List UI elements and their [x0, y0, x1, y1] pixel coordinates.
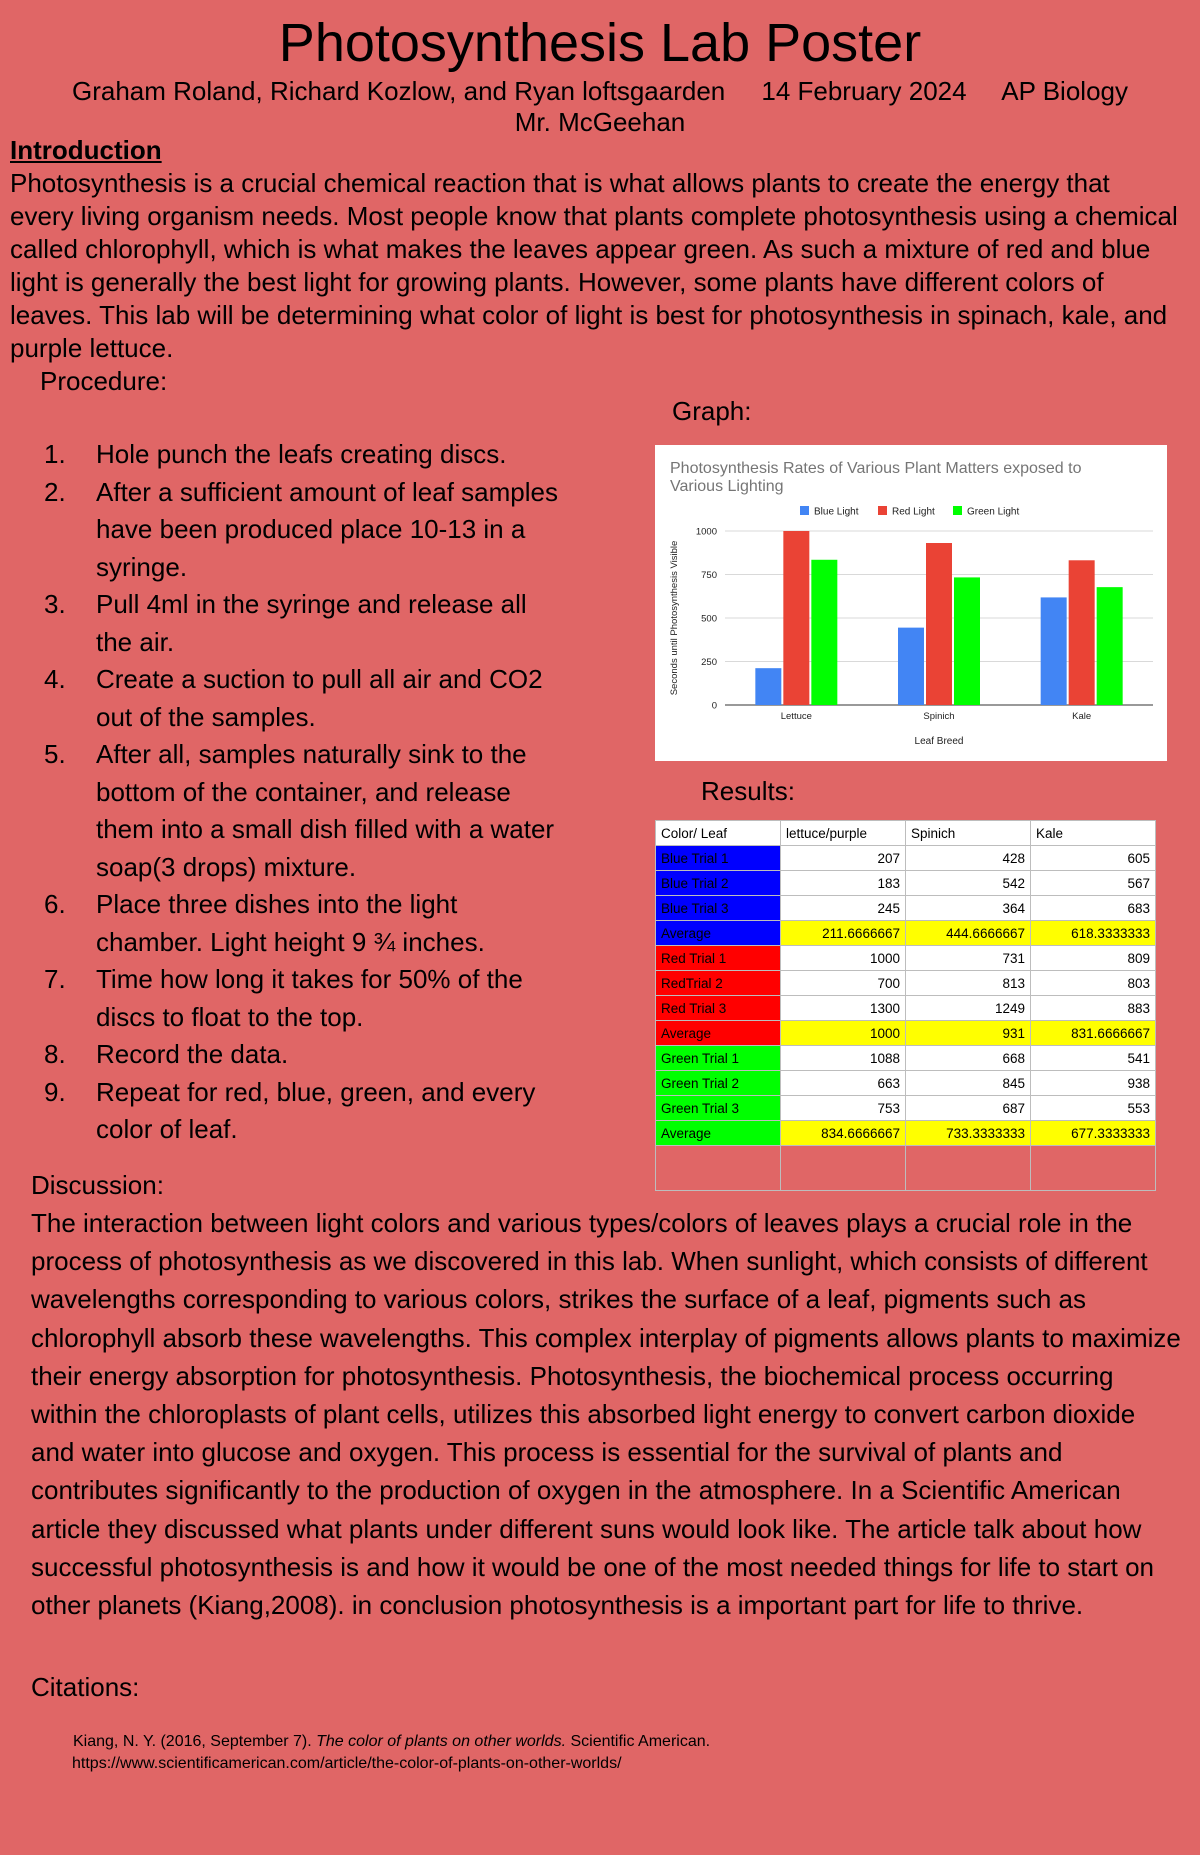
table-cell: 733.3333333: [906, 1121, 1031, 1146]
table-cell: 668: [906, 1046, 1031, 1071]
table-cell: 831.6666667: [1031, 1021, 1156, 1046]
step-text: Time how long it takes for 50% of the discs to float to the top.: [96, 964, 523, 1032]
chart-bar: [898, 628, 924, 705]
row-label: Green Trial 3: [656, 1096, 781, 1121]
graph-heading: Graph:: [672, 396, 752, 426]
table-cell: 700: [781, 971, 906, 996]
row-label: Blue Trial 1: [656, 846, 781, 871]
table-cell: 183: [781, 871, 906, 896]
table-cell: 605: [1031, 846, 1156, 871]
step-number: 2.: [44, 476, 66, 507]
bar-chart-panel: [655, 445, 1167, 761]
table-cell: 677.3333333: [1031, 1121, 1156, 1146]
step-number: 7.: [44, 964, 66, 994]
row-label: Green Trial 2: [656, 1071, 781, 1096]
discussion-text: The interaction between light colors and various types/colors of leaves plays a crucial role in the process of photosynthesis as we discovered in this lab. When sunlight, which consists of different wavelengths corresponding to various colors, strikes the surface of a leaf, pigments such as chlorophyll absorb these wavelengths. This complex interplay of pigments allows plants to maximize their energy absorption for photosynthesis. Photosynthesis, the biochemical process occurring within the chloroplasts of plant cells, utilizes this absorbed light energy to convert carbon dioxide and water into glucose and oxygen. This process is essential for the survival of plants and contributes significantly to the production of oxygen in the atmosphere. In a Scientific American article they discussed what plants under different suns would look like. The article talk about how successful photosynthesis is and how it would be one of the most needed things for life to start on other planets (Kiang,2008). in conclusion photosynthesis is a important part for life to thrive.: [31, 1208, 1181, 1621]
citation-work: The color of plants on other worlds.: [316, 1733, 567, 1750]
x-axis-label: Leaf Breed: [914, 736, 964, 747]
introduction-heading: Introduction: [10, 135, 162, 165]
results-header-row: [656, 821, 1156, 846]
chart-bar: [954, 577, 980, 705]
step-number: 9.: [44, 1076, 66, 1107]
table-cell: 364: [906, 896, 1031, 921]
x-tick-label: Spinich: [923, 711, 955, 722]
step-number: 6.: [44, 889, 66, 919]
step-text: Record the data.: [96, 1039, 289, 1069]
table-cell: 1088: [781, 1046, 906, 1071]
table-cell: 931: [906, 1021, 1031, 1046]
table-row: [656, 996, 1156, 1021]
procedure-step: [40, 961, 570, 1036]
column-header: Spinich: [906, 821, 1031, 846]
y-tick-label: 750: [701, 570, 717, 581]
table-row: [656, 921, 1156, 946]
y-axis-label: Seconds until Photosynthesis Visible: [669, 540, 680, 696]
table-cell: 809: [1031, 946, 1156, 971]
row-label: Blue Trial 2: [656, 871, 781, 896]
authors-line: Graham Roland, Richard Kozlow, and Ryan loftsgaarden 14 February 2024 AP Biology: [71, 76, 1128, 106]
row-label: Red Trial 1: [656, 946, 781, 971]
table-cell: 883: [1031, 996, 1156, 1021]
procedure-step: [40, 1036, 570, 1074]
legend-swatch: [953, 506, 962, 515]
teacher-name: Mr. McGeehan: [514, 107, 686, 137]
step-text: After a sufficient amount of leaf samples have been produced place 10-13 in a syringe.: [96, 476, 558, 582]
x-tick-label: Kale: [1072, 711, 1092, 722]
table-cell: 553: [1031, 1096, 1156, 1121]
step-number: 5.: [44, 739, 66, 769]
legend-label: Green Light: [967, 506, 1020, 518]
table-cell: 207: [781, 846, 906, 871]
citation-publisher: Scientific American.: [566, 1733, 711, 1750]
step-text: Repeat for red, blue, green, and every color of leaf.: [96, 1076, 536, 1144]
table-cell: 834.6666667: [781, 1121, 906, 1146]
row-label: Blue Trial 3: [656, 896, 781, 921]
y-tick-label: 0: [711, 700, 717, 712]
column-header: Kale: [1031, 821, 1156, 846]
chart-bar: [755, 668, 781, 705]
table-cell: 618.3333333: [1031, 921, 1156, 946]
procedure-heading: Procedure:: [40, 366, 168, 396]
table-row: [656, 1096, 1156, 1121]
row-label: Green Trial 1: [656, 1046, 781, 1071]
poster-title: Photosynthesis Lab Poster: [278, 13, 922, 73]
row-label: Red Trial 3: [656, 996, 781, 1021]
chart-bar: [1069, 560, 1095, 705]
table-cell: 444.6666667: [906, 921, 1031, 946]
procedure-steps: [40, 436, 570, 1149]
step-number: 3.: [44, 589, 66, 619]
chart-title-line: Various Lighting: [670, 478, 784, 495]
table-cell: 845: [906, 1071, 1031, 1096]
table-cell: 663: [781, 1071, 906, 1096]
empty-cell: [656, 1146, 781, 1191]
citations-heading: Citations:: [31, 1672, 140, 1702]
table-cell: 938: [1031, 1071, 1156, 1096]
table-cell: 1249: [906, 996, 1031, 1021]
procedure-step: [40, 474, 570, 587]
step-text: Place three dishes into the light chamber. Light height 9 ¾ inches.: [96, 889, 485, 957]
introduction-text: Photosynthesis is a crucial chemical reaction that is what allows plants to create the energy that every living organism needs. Most people know that plants complete photosynthesis using a chemical called chlorophyll, which is what makes the leaves appear green. As such a mixture of red and blue light is generally the best light for growing plants. However, some plants have different colors of leaves. This lab will be determining what color of light is best for photosynthesis in spinach, kale, and purple lettuce.: [10, 168, 1178, 363]
row-label: Average: [656, 1121, 781, 1146]
table-row: [656, 1046, 1156, 1071]
table-cell: 753: [781, 1096, 906, 1121]
empty-cell: [781, 1146, 906, 1191]
chart-bar: [1041, 597, 1067, 705]
empty-cell: [906, 1146, 1031, 1191]
table-row: [656, 1071, 1156, 1096]
chart-bar: [926, 543, 952, 705]
table-cell: 1000: [781, 1021, 906, 1046]
step-text: Hole punch the leafs creating discs.: [96, 439, 507, 469]
table-cell: 245: [781, 896, 906, 921]
row-label: Average: [656, 921, 781, 946]
column-header: Color/ Leaf: [656, 821, 781, 846]
procedure-step: [40, 1074, 570, 1149]
chart-bar: [783, 531, 809, 705]
table-cell: 687: [906, 1096, 1031, 1121]
citation-entry: [73, 1731, 1173, 1775]
discussion-heading: Discussion:: [31, 1170, 164, 1200]
table-cell: 731: [906, 946, 1031, 971]
row-label: RedTrial 2: [656, 971, 781, 996]
table-row: [656, 946, 1156, 971]
procedure-step: [40, 586, 570, 661]
procedure-step: [40, 736, 570, 886]
legend-label: Red Light: [892, 506, 935, 518]
chart-bar: [1097, 587, 1123, 705]
citation-line: [73, 1731, 1173, 1753]
results-heading: Results:: [701, 776, 795, 806]
legend-label: Blue Light: [814, 506, 859, 518]
table-cell: 542: [906, 871, 1031, 896]
step-number: 4.: [44, 664, 66, 694]
table-cell: 567: [1031, 871, 1156, 896]
row-label: Average: [656, 1021, 781, 1046]
empty-cell: [1031, 1146, 1156, 1191]
table-cell: 803: [1031, 971, 1156, 996]
results-table-body: [656, 821, 1156, 1191]
table-row: [656, 1121, 1156, 1146]
table-cell: 541: [1031, 1046, 1156, 1071]
step-number: 1.: [44, 439, 66, 469]
procedure-step: [40, 886, 570, 961]
column-header: lettuce/purple: [781, 821, 906, 846]
table-row: [656, 971, 1156, 996]
table-row: [656, 871, 1156, 896]
citation-author: Kiang, N. Y. (2016, September 7).: [73, 1733, 317, 1750]
table-row: [656, 846, 1156, 871]
legend-swatch: [800, 506, 809, 515]
chart-bar: [811, 560, 837, 705]
chart-title-line: Photosynthesis Rates of Various Plant Matters exposed to: [670, 460, 1082, 477]
table-cell: 683: [1031, 896, 1156, 921]
step-text: After all, samples naturally sink to the bottom of the container, and release them into a small dish filled with a water soap(3 drops) mixture.: [96, 739, 555, 882]
table-cell: 1000: [781, 946, 906, 971]
x-tick-label: Lettuce: [780, 711, 812, 722]
y-tick-label: 1000: [695, 526, 717, 538]
table-row: [656, 896, 1156, 921]
step-text: Pull 4ml in the syringe and release all the air.: [96, 589, 527, 657]
step-text: Create a suction to pull all air and CO2 out of the samples.: [96, 664, 543, 732]
authors-block: [30, 76, 1170, 138]
y-tick-label: 250: [701, 657, 717, 668]
empty-row: [656, 1146, 1156, 1191]
procedure-step: [40, 661, 570, 736]
citation-url: https://www.scientificamerican.com/article/the-color-of-plants-on-other-worlds/: [72, 1755, 622, 1772]
table-row: [656, 1021, 1156, 1046]
table-cell: 211.6666667: [781, 921, 906, 946]
y-tick-label: 500: [701, 613, 717, 625]
legend-swatch: [878, 506, 887, 515]
step-number: 8.: [44, 1039, 66, 1069]
table-cell: 428: [906, 846, 1031, 871]
table-cell: 813: [906, 971, 1031, 996]
procedure-step: [40, 436, 570, 474]
results-table: [655, 820, 1156, 1191]
table-cell: 1300: [781, 996, 906, 1021]
bar-chart: [655, 445, 1167, 761]
